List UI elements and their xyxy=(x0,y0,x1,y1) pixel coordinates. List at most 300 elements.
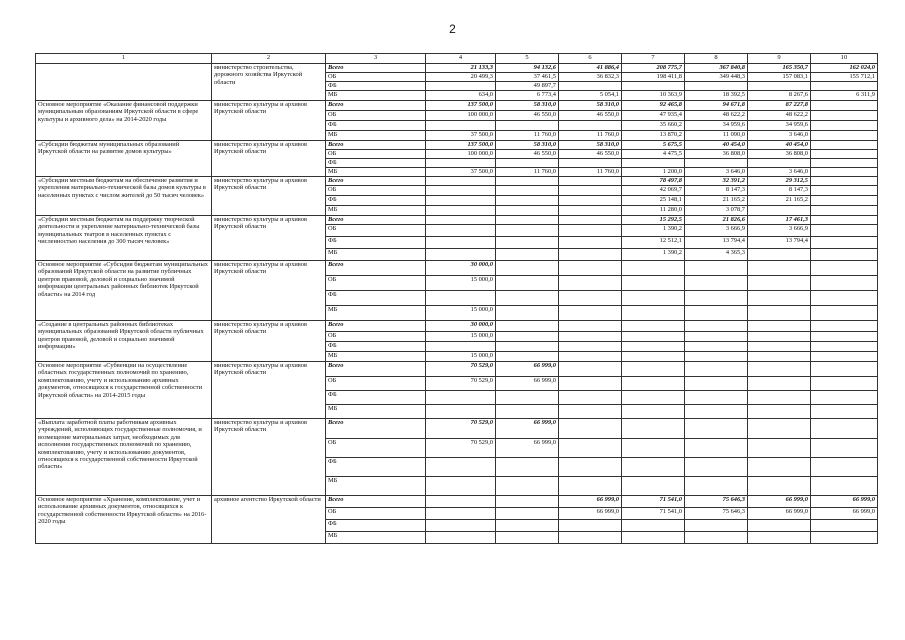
funding-source-cell: ФБ xyxy=(326,237,426,249)
header-cell: 10 xyxy=(811,54,878,64)
value-cell: 35 660,2 xyxy=(622,121,685,131)
value-cell xyxy=(559,206,622,216)
value-cell xyxy=(622,439,685,458)
value-cell xyxy=(685,82,748,91)
value-cell xyxy=(811,225,878,237)
value-cell xyxy=(426,477,496,496)
value-cell xyxy=(622,321,685,332)
value-cell: 21 165,2 xyxy=(685,196,748,206)
value-cell xyxy=(748,206,811,216)
value-cell: 13 870,2 xyxy=(622,131,685,141)
value-cell: 66 999,0 xyxy=(559,496,622,508)
value-cell xyxy=(811,439,878,458)
value-cell xyxy=(496,352,559,362)
header-cell: 9 xyxy=(748,54,811,64)
value-cell xyxy=(748,291,811,306)
value-cell xyxy=(622,291,685,306)
value-cell: 349 448,3 xyxy=(685,73,748,82)
value-cell xyxy=(811,216,878,225)
value-cell xyxy=(496,391,559,405)
funding-source-cell: ФБ xyxy=(326,391,426,405)
value-cell: 11 760,0 xyxy=(559,168,622,177)
header-cell: 3 xyxy=(326,54,426,64)
value-cell: 92 465,8 xyxy=(622,101,685,111)
value-cell xyxy=(622,332,685,342)
funding-source-cell: ОБ xyxy=(326,150,426,159)
value-cell xyxy=(685,276,748,291)
value-cell xyxy=(622,405,685,419)
value-cell xyxy=(426,532,496,544)
page-number: 2 xyxy=(449,22,456,36)
value-cell: 30 000,0 xyxy=(426,261,496,276)
value-cell: 30 000,0 xyxy=(426,321,496,332)
value-cell xyxy=(426,496,496,508)
value-cell xyxy=(426,186,496,196)
measure-description: «Создание в центральных районных библиотеках муниципальных образований Иркутской области публичных центров правовой, деловой и социально значимой информации» xyxy=(36,321,212,362)
value-cell xyxy=(559,249,622,261)
value-cell xyxy=(748,306,811,321)
value-cell xyxy=(811,306,878,321)
value-cell xyxy=(685,477,748,496)
funding-source-cell: ФБ xyxy=(326,196,426,206)
funding-source-cell: ОБ xyxy=(326,276,426,291)
value-cell xyxy=(559,342,622,352)
value-cell xyxy=(559,332,622,342)
value-cell: 1 200,0 xyxy=(622,168,685,177)
value-cell: 1 390,2 xyxy=(622,249,685,261)
header-row xyxy=(36,54,878,64)
value-cell xyxy=(426,291,496,306)
measure-description: Основное мероприятие «Субсидия бюджетам муниципальных образований Иркутской области на развитие публичных центров правовой, деловой и социально значимой информации центральных районных библиотек Иркутской области» на 2014 год xyxy=(36,261,212,321)
value-cell xyxy=(559,391,622,405)
value-cell xyxy=(748,249,811,261)
value-cell xyxy=(811,196,878,206)
value-cell xyxy=(685,520,748,532)
value-cell xyxy=(496,225,559,237)
value-cell xyxy=(426,391,496,405)
value-cell xyxy=(811,111,878,121)
funding-source-cell: ОБ xyxy=(326,186,426,196)
value-cell xyxy=(496,276,559,291)
funding-source-cell: МБ xyxy=(326,532,426,544)
value-cell xyxy=(496,121,559,131)
executor-cell: министерство культуры и архивов Иркутской области xyxy=(212,362,326,419)
value-cell xyxy=(426,121,496,131)
value-cell xyxy=(811,520,878,532)
value-cell xyxy=(811,391,878,405)
funding-source-cell: ФБ xyxy=(326,520,426,532)
value-cell xyxy=(426,159,496,168)
value-cell xyxy=(685,261,748,276)
value-cell xyxy=(426,196,496,206)
value-cell xyxy=(426,405,496,419)
funding-source-cell: ОБ xyxy=(326,225,426,237)
value-cell: 47 935,4 xyxy=(622,111,685,121)
value-cell xyxy=(496,261,559,276)
table-row xyxy=(36,177,878,186)
value-cell xyxy=(811,159,878,168)
measure-description: Основное мероприятие «Хранение, комплектование, учет и использование архивных документов, относящихся к государственной собственности Иркутской области» на 2016-2020 годы xyxy=(36,496,212,544)
value-cell xyxy=(559,82,622,91)
value-cell xyxy=(685,439,748,458)
value-cell xyxy=(811,150,878,159)
value-cell: 32 391,2 xyxy=(685,177,748,186)
value-cell: 21 826,6 xyxy=(685,216,748,225)
value-cell xyxy=(811,101,878,111)
funding-source-cell: Всего xyxy=(326,64,426,73)
executor-cell: министерство культуры и архивов Иркутской области xyxy=(212,261,326,321)
executor-cell: министерство культуры и архивов Иркутской области xyxy=(212,321,326,362)
value-cell: 18 392,5 xyxy=(685,91,748,101)
value-cell xyxy=(496,342,559,352)
value-cell: 46 550,0 xyxy=(496,111,559,121)
header-cell: 4 xyxy=(426,54,496,64)
funding-source-cell: МБ xyxy=(326,477,426,496)
value-cell: 367 840,8 xyxy=(685,64,748,73)
value-cell xyxy=(622,159,685,168)
value-cell xyxy=(496,496,559,508)
value-cell: 6 773,4 xyxy=(496,91,559,101)
measure-description: «Субсидии местным бюджетам на поддержку творческой деятельности и укрепление материально-технической базы муниципальных театров в населенных пунктах с численностью населения до 300 тысяч человек» xyxy=(36,216,212,261)
value-cell: 100 000,0 xyxy=(426,111,496,121)
value-cell: 15 000,0 xyxy=(426,306,496,321)
value-cell xyxy=(559,439,622,458)
value-cell xyxy=(748,82,811,91)
value-cell: 75 646,3 xyxy=(685,508,748,520)
value-cell xyxy=(811,177,878,186)
funding-source-cell: ОБ xyxy=(326,73,426,82)
funding-source-cell: ФБ xyxy=(326,82,426,91)
value-cell xyxy=(559,520,622,532)
value-cell: 94 132,6 xyxy=(496,64,559,73)
value-cell xyxy=(496,477,559,496)
value-cell: 137 500,0 xyxy=(426,141,496,150)
value-cell xyxy=(559,237,622,249)
value-cell xyxy=(685,419,748,439)
funding-source-cell: МБ xyxy=(326,206,426,216)
funding-source-cell: Всего xyxy=(326,216,426,225)
funding-source-cell: ОБ xyxy=(326,439,426,458)
executor-cell: министерство культуры и архивов Иркутской области xyxy=(212,419,326,496)
value-cell xyxy=(559,216,622,225)
value-cell xyxy=(496,237,559,249)
budget-table xyxy=(35,53,878,544)
value-cell: 71 541,0 xyxy=(622,496,685,508)
value-cell xyxy=(811,186,878,196)
funding-source-cell: Всего xyxy=(326,496,426,508)
value-cell xyxy=(559,186,622,196)
value-cell xyxy=(622,352,685,362)
value-cell: 34 959,6 xyxy=(685,121,748,131)
header-cell: 1 xyxy=(36,54,212,64)
executor-cell: архивное агентство Иркутской области xyxy=(212,496,326,544)
value-cell: 12 512,1 xyxy=(622,237,685,249)
value-cell xyxy=(748,458,811,477)
value-cell: 37 500,0 xyxy=(426,131,496,141)
value-cell xyxy=(622,276,685,291)
value-cell: 8 267,6 xyxy=(748,91,811,101)
value-cell: 208 775,7 xyxy=(622,64,685,73)
value-cell xyxy=(685,391,748,405)
value-cell: 3 666,9 xyxy=(685,225,748,237)
value-cell: 94 671,8 xyxy=(685,101,748,111)
value-cell: 40 454,0 xyxy=(748,141,811,150)
value-cell xyxy=(811,342,878,352)
funding-source-cell: МБ xyxy=(326,306,426,321)
value-cell xyxy=(496,508,559,520)
value-cell xyxy=(685,306,748,321)
value-cell xyxy=(426,342,496,352)
value-cell: 40 454,0 xyxy=(685,141,748,150)
value-cell: 3 646,0 xyxy=(748,168,811,177)
value-cell xyxy=(426,249,496,261)
value-cell xyxy=(748,159,811,168)
value-cell: 58 310,0 xyxy=(559,101,622,111)
value-cell: 78 497,8 xyxy=(622,177,685,186)
value-cell: 3 646,0 xyxy=(685,168,748,177)
value-cell xyxy=(559,419,622,439)
value-cell: 10 363,9 xyxy=(622,91,685,101)
measure-description: Основное мероприятие «Субвенции на осуществление областных государственных полномочий по хранению, комплектованию, учету и использованию архивных документов, относящихся к государственной собственности Иркутской области» на 2014-2015 годы xyxy=(36,362,212,419)
value-cell xyxy=(622,306,685,321)
value-cell: 42 069,7 xyxy=(622,186,685,196)
value-cell xyxy=(685,159,748,168)
value-cell: 70 529,0 xyxy=(426,362,496,377)
funding-source-cell: ФБ xyxy=(326,342,426,352)
value-cell xyxy=(426,237,496,249)
value-cell xyxy=(559,225,622,237)
value-cell: 1 390,2 xyxy=(622,225,685,237)
value-cell xyxy=(622,520,685,532)
value-cell: 198 411,8 xyxy=(622,73,685,82)
value-cell xyxy=(496,532,559,544)
value-cell: 11 760,0 xyxy=(559,131,622,141)
value-cell xyxy=(748,419,811,439)
value-cell xyxy=(811,261,878,276)
funding-source-cell: МБ xyxy=(326,131,426,141)
funding-source-cell: МБ xyxy=(326,168,426,177)
header-cell: 2 xyxy=(212,54,326,64)
value-cell: 70 529,0 xyxy=(426,439,496,458)
funding-source-cell: ОБ xyxy=(326,111,426,121)
value-cell xyxy=(811,291,878,306)
value-cell: 46 550,0 xyxy=(559,150,622,159)
funding-source-cell: Всего xyxy=(326,141,426,150)
value-cell: 11 280,0 xyxy=(622,206,685,216)
funding-source-cell: Всего xyxy=(326,321,426,332)
executor-cell: министерство культуры и архивов Иркутской области xyxy=(212,141,326,177)
value-cell: 5 054,1 xyxy=(559,91,622,101)
value-cell xyxy=(622,342,685,352)
value-cell xyxy=(748,391,811,405)
value-cell xyxy=(811,377,878,391)
value-cell xyxy=(496,291,559,306)
executor-cell: министерство культуры и архивов Иркутской области xyxy=(212,216,326,261)
funding-source-cell: МБ xyxy=(326,352,426,362)
funding-source-cell: Всего xyxy=(326,177,426,186)
value-cell xyxy=(559,352,622,362)
value-cell xyxy=(426,82,496,91)
funding-source-cell: Всего xyxy=(326,261,426,276)
value-cell xyxy=(559,276,622,291)
value-cell xyxy=(559,321,622,332)
value-cell: 58 310,0 xyxy=(496,141,559,150)
table-row xyxy=(36,64,878,73)
funding-source-cell: Всего xyxy=(326,419,426,439)
value-cell xyxy=(811,82,878,91)
value-cell: 66 999,0 xyxy=(811,508,878,520)
value-cell: 66 999,0 xyxy=(496,419,559,439)
value-cell xyxy=(748,377,811,391)
value-cell xyxy=(622,532,685,544)
value-cell xyxy=(496,186,559,196)
value-cell xyxy=(559,377,622,391)
value-cell: 49 897,7 xyxy=(496,82,559,91)
value-cell xyxy=(748,352,811,362)
value-cell: 66 999,0 xyxy=(748,496,811,508)
value-cell xyxy=(748,332,811,342)
value-cell xyxy=(559,458,622,477)
value-cell xyxy=(426,508,496,520)
value-cell: 6 311,9 xyxy=(811,91,878,101)
value-cell: 21 165,2 xyxy=(748,196,811,206)
value-cell: 15 000,0 xyxy=(426,276,496,291)
value-cell xyxy=(811,131,878,141)
value-cell: 17 461,3 xyxy=(748,216,811,225)
value-cell: 66 999,0 xyxy=(496,377,559,391)
funding-source-cell: ОБ xyxy=(326,508,426,520)
header-cell: 8 xyxy=(685,54,748,64)
value-cell xyxy=(748,321,811,332)
value-cell: 157 083,1 xyxy=(748,73,811,82)
value-cell: 3 646,0 xyxy=(748,131,811,141)
measure-description xyxy=(36,64,212,101)
measure-description: «Выплата заработной платы работникам архивных учреждений, исполняющих государственные полномочия, и возмещение материальных затрат, необходимых для исполнения государственных полномочий по хранению, комплектованию, учету и использованию документов, относящихся к государственной собственности Иркутской области» xyxy=(36,419,212,496)
value-cell: 58 310,0 xyxy=(559,141,622,150)
value-cell xyxy=(559,291,622,306)
value-cell xyxy=(496,306,559,321)
value-cell xyxy=(496,159,559,168)
table-row xyxy=(36,362,878,377)
table-row xyxy=(36,216,878,225)
funding-source-cell: ФБ xyxy=(326,458,426,477)
value-cell xyxy=(426,458,496,477)
value-cell xyxy=(685,362,748,377)
value-cell xyxy=(811,405,878,419)
funding-source-cell: ОБ xyxy=(326,332,426,342)
table-row xyxy=(36,419,878,439)
value-cell: 20 499,3 xyxy=(426,73,496,82)
value-cell: 37 461,5 xyxy=(496,73,559,82)
value-cell: 36 808,0 xyxy=(685,150,748,159)
measure-description: «Субсидии бюджетам муниципальных образований Иркутской области на развитие домов культуры» xyxy=(36,141,212,177)
value-cell: 58 310,0 xyxy=(496,101,559,111)
executor-cell: министерство культуры и архивов Иркутской области xyxy=(212,101,326,141)
value-cell xyxy=(559,532,622,544)
funding-source-cell: Всего xyxy=(326,101,426,111)
value-cell xyxy=(496,405,559,419)
header-cell: 5 xyxy=(496,54,559,64)
value-cell xyxy=(426,177,496,186)
value-cell: 87 227,8 xyxy=(748,101,811,111)
value-cell xyxy=(685,532,748,544)
value-cell xyxy=(622,477,685,496)
value-cell: 8 147,3 xyxy=(748,186,811,196)
value-cell: 66 999,0 xyxy=(496,362,559,377)
value-cell xyxy=(426,520,496,532)
value-cell xyxy=(811,121,878,131)
value-cell: 66 999,0 xyxy=(748,508,811,520)
value-cell: 34 959,6 xyxy=(748,121,811,131)
value-cell xyxy=(622,458,685,477)
value-cell xyxy=(559,121,622,131)
value-cell xyxy=(622,419,685,439)
table-row xyxy=(36,496,878,508)
value-cell xyxy=(559,261,622,276)
value-cell xyxy=(748,520,811,532)
value-cell: 70 529,0 xyxy=(426,419,496,439)
value-cell: 37 500,0 xyxy=(426,168,496,177)
value-cell: 13 794,4 xyxy=(748,237,811,249)
value-cell xyxy=(811,237,878,249)
executor-cell: министерство строительства, дорожного хозяйства Иркутской области xyxy=(212,64,326,101)
value-cell xyxy=(426,206,496,216)
funding-source-cell: ФБ xyxy=(326,159,426,168)
value-cell xyxy=(559,159,622,168)
value-cell xyxy=(748,276,811,291)
value-cell xyxy=(685,332,748,342)
value-cell xyxy=(496,332,559,342)
value-cell xyxy=(496,520,559,532)
table-row xyxy=(36,261,878,276)
value-cell: 165 350,7 xyxy=(748,64,811,73)
value-cell xyxy=(811,362,878,377)
value-cell: 3 666,9 xyxy=(748,225,811,237)
funding-source-cell: МБ xyxy=(326,405,426,419)
value-cell xyxy=(496,196,559,206)
value-cell xyxy=(811,141,878,150)
value-cell xyxy=(622,82,685,91)
value-cell xyxy=(559,196,622,206)
value-cell xyxy=(426,216,496,225)
table-row xyxy=(36,141,878,150)
header-cell: 7 xyxy=(622,54,685,64)
value-cell xyxy=(496,321,559,332)
funding-source-cell: ФБ xyxy=(326,291,426,306)
funding-source-cell: МБ xyxy=(326,91,426,101)
value-cell xyxy=(496,216,559,225)
value-cell: 13 794,4 xyxy=(685,237,748,249)
value-cell: 11 760,0 xyxy=(496,168,559,177)
value-cell: 48 622,2 xyxy=(748,111,811,121)
value-cell xyxy=(811,206,878,216)
executor-cell: министерство культуры и архивов Иркутской области xyxy=(212,177,326,216)
value-cell xyxy=(811,332,878,342)
value-cell: 100 000,0 xyxy=(426,150,496,159)
value-cell xyxy=(559,477,622,496)
value-cell xyxy=(811,477,878,496)
funding-source-cell: МБ xyxy=(326,249,426,261)
value-cell: 46 550,0 xyxy=(559,111,622,121)
header-cell: 6 xyxy=(559,54,622,64)
value-cell xyxy=(748,477,811,496)
table-row xyxy=(36,101,878,111)
value-cell xyxy=(496,206,559,216)
funding-source-cell: Всего xyxy=(326,362,426,377)
value-cell: 29 312,5 xyxy=(748,177,811,186)
value-cell xyxy=(811,532,878,544)
value-cell xyxy=(811,276,878,291)
